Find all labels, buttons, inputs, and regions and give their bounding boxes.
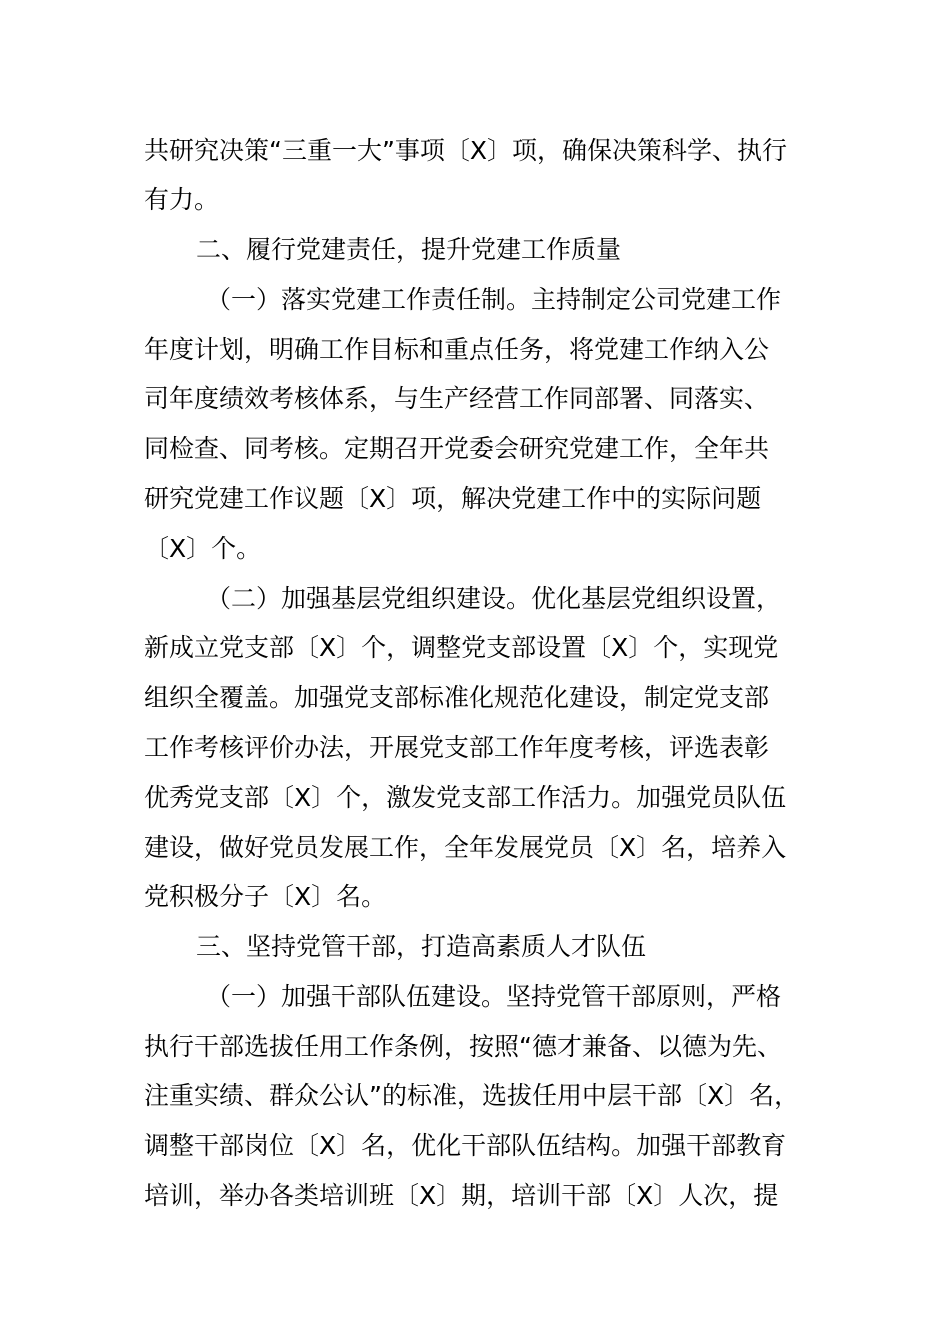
text-line-9: 〔X〕个。 bbox=[144, 534, 262, 563]
text-line-21: 调整干部岗位〔X〕名，优化干部队伍结构。加强干部教育 bbox=[144, 1131, 787, 1160]
section-heading-3: 三、坚持党管干部，打造高素质人才队伍 bbox=[196, 932, 647, 961]
text-line-12: 组织全覆盖。加强党支部标准化规范化建设，制定党支部 bbox=[144, 683, 770, 712]
text-line-5: 年度计划，明确工作目标和重点任务，将党建工作纳入公 bbox=[144, 335, 770, 364]
text-line-14: 优秀党支部〔X〕个，激发党支部工作活力。加强党员队伍 bbox=[144, 783, 787, 812]
text-line-16: 党积极分子〔X〕名。 bbox=[144, 882, 387, 911]
text-line-15: 建设，做好党员发展工作，全年发展党员〔X〕名，培养入 bbox=[144, 833, 787, 862]
text-line-19: 执行干部选拔任用工作条例，按照“德才兼备、以德为先、 bbox=[144, 1032, 782, 1061]
text-line-1: 共研究决策“三重一大”事项〔X〕项，确保决策科学、执行 bbox=[144, 136, 788, 165]
text-line-2: 有力。 bbox=[144, 185, 220, 214]
subsection-heading-2-2: （二）加强基层党组织建设。优化基层党组织设置， bbox=[206, 584, 782, 613]
text-line-13: 工作考核评价办法，开展党支部工作年度考核，评选表彰 bbox=[144, 733, 770, 762]
subsection-heading-3-1: （一）加强干部队伍建设。坚持党管干部原则，严格 bbox=[206, 982, 782, 1011]
text-line-22: 培训，举办各类培训班〔X〕期，培训干部〔X〕人次，提 bbox=[144, 1181, 779, 1210]
text-line-8: 研究党建工作议题〔X〕项，解决党建工作中的实际问题 bbox=[144, 484, 762, 513]
text-line-7: 同检查、同考核。定期召开党委会研究党建工作，全年共 bbox=[144, 434, 770, 463]
text-line-6: 司年度绩效考核体系，与生产经营工作同部署、同落实、 bbox=[144, 384, 770, 413]
text-line-20: 注重实绩、群众公认”的标准，选拔任用中层干部〔X〕名， bbox=[144, 1081, 800, 1110]
section-heading-2: 二、履行党建责任，提升党建工作质量 bbox=[196, 235, 622, 264]
subsection-heading-2-1: （一）落实党建工作责任制。主持制定公司党建工作 bbox=[206, 285, 782, 314]
text-line-11: 新成立党支部〔X〕个，调整党支部设置〔X〕个，实现党 bbox=[144, 633, 779, 662]
